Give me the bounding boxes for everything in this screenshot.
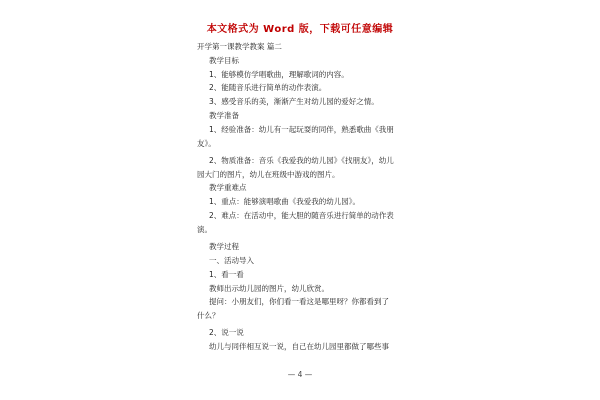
- process-text: 提问：小朋友们，你们看一看这是哪里呀？你都看到了: [209, 297, 389, 307]
- word-format-banner: 本文格式为 Word 版，下载可任意编辑: [206, 24, 394, 35]
- process-substep: 2、说一说: [209, 328, 244, 338]
- page-number: — 4 —: [287, 370, 313, 379]
- section-heading-preparation: 教学准备: [209, 110, 239, 120]
- preparation-item-continued: 园大门的图片，幼儿在班级中游戏的图片。: [197, 169, 340, 179]
- preparation-item-continued: 友》。: [197, 138, 216, 148]
- objective-item: 1、能够模仿学唱歌曲，理解歌词的内容。: [209, 69, 349, 79]
- key-point-item: 1、重点：能够演唱歌曲《我爱我的幼儿园》。: [209, 197, 361, 207]
- preparation-item: 1、经验准备：幼儿有一起玩耍的同伴，熟悉歌曲《我朋: [209, 124, 394, 134]
- preparation-item: 2、物质准备：音乐《我爱我的幼儿园》《找朋友》，幼儿: [209, 155, 394, 165]
- document-body: [197, 40, 412, 354]
- document-heading: 开学第一课教学教案 篇二: [197, 42, 282, 51]
- process-text-continued: 什么？: [197, 311, 220, 321]
- process-text: 幼儿与同伴相互说一说，自己在幼儿园里都做了哪些事: [209, 342, 389, 352]
- section-heading-objectives: 教学目标: [209, 55, 239, 65]
- process-step-heading: 一、活动导入: [209, 255, 254, 265]
- key-point-item-continued: 演。: [197, 224, 212, 234]
- objective-item: 3、感受音乐的美，渐渐产生对幼儿园的爱好之情。: [209, 97, 379, 107]
- section-heading-process: 教学过程: [209, 242, 239, 252]
- section-heading-key-points: 教学重难点: [209, 183, 247, 193]
- process-substep: 1、看一看: [209, 269, 244, 279]
- objective-item: 2、能随音乐进行简单的动作表演。: [209, 83, 327, 93]
- process-text: 教师出示幼儿园的图片，幼儿欣赏。: [209, 283, 329, 293]
- key-point-item: 2、难点：在活动中，能大胆的随音乐进行简单的动作表: [209, 211, 394, 221]
